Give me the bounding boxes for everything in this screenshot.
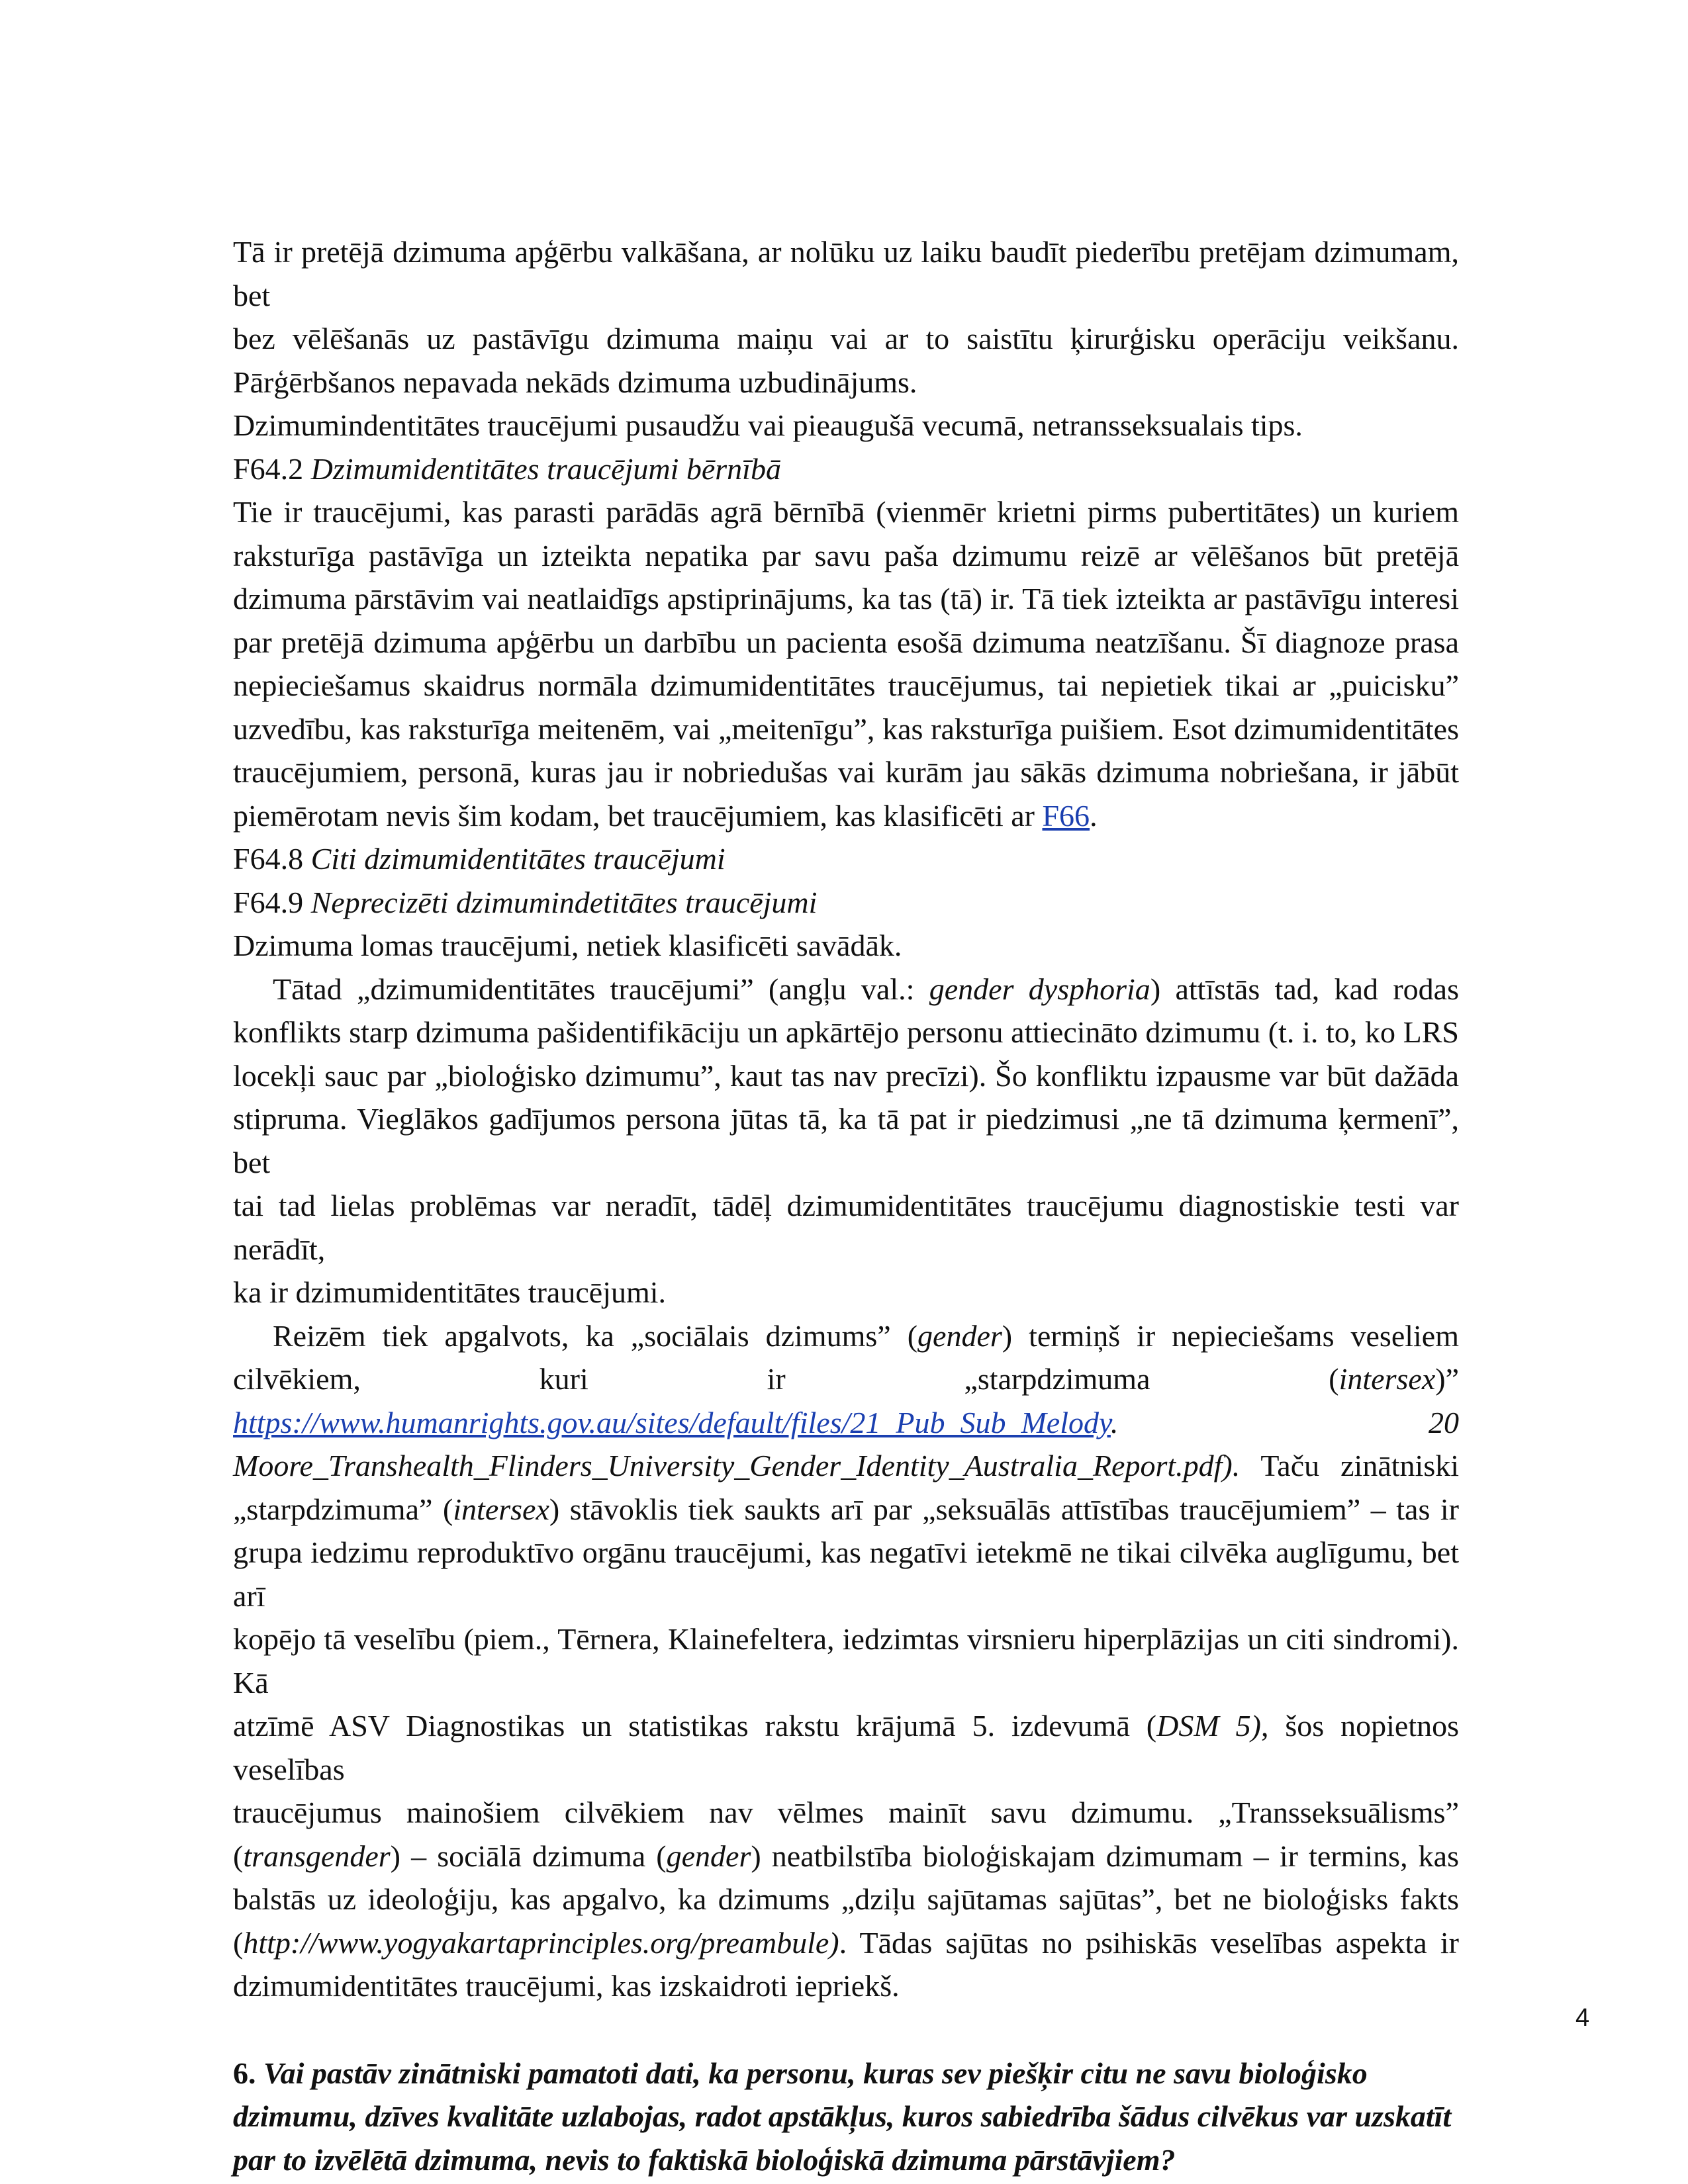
- text-line: raksturīga pastāvīga un izteikta nepatika par savu paša dzimumu reizē ar vēlēšanos būt pretējā: [233, 538, 1459, 572]
- link-f66[interactable]: F66: [1042, 798, 1090, 833]
- text-segment: ) attīstās tad, kad rodas: [1150, 972, 1459, 1006]
- paragraph-gender-dysphoria: [233, 968, 1459, 1314]
- question-text: Vai pastāv zinātniski pamatoti dati, ka personu, kuras sev piešķir citu ne savu bioloģisko: [263, 2056, 1368, 2090]
- document-body: [233, 230, 1459, 2181]
- text-italic: gender: [666, 1839, 751, 1873]
- question-number: 6.: [233, 2056, 256, 2090]
- text-segment: .: [1090, 798, 1098, 833]
- question-line: dzimumu, dzīves kvalitāte uzlabojas, radot apstākļus, kuros sabiedrība šādus cilvēkus var uzskatīt: [233, 2099, 1452, 2133]
- text-segment: ) termiņš ir nepieciešams veseliem: [1002, 1318, 1459, 1353]
- paragraph-transvestism: [233, 230, 1459, 404]
- paragraph-gender-role: Dzimuma lomas traucējumi, netiek klasificēti savādāk.: [233, 929, 902, 962]
- text-line: stipruma. Vieglākos gadījumos persona jūtas tā, ka tā pat ir piedzimusi „ne tā dzimuma ķermenī”, bet: [233, 1102, 1459, 1179]
- code-f64-2: F64.2: [233, 451, 311, 486]
- question-6: [233, 2052, 1459, 2182]
- text-segment: (: [233, 1839, 244, 1873]
- text-line: locekļi sauc par „bioloģisko dzimumu”, kaut tas nav precīzi). Šo konfliktu izpausme var būt dažāda: [233, 1058, 1459, 1093]
- text-line: traucējumiem, personā, kuras jau ir nobriedušas vai kurām jau sākās dzimuma nobriešana, ir jābūt: [233, 755, 1459, 789]
- text-line: konflikts starp dzimuma pašidentifikāciju un apkārtējo personu attiecināto dzimumu (t. i. to, ko LRS: [233, 1015, 1459, 1049]
- paragraph-intersex: [233, 1314, 1459, 2008]
- question-line: [233, 2052, 1459, 2095]
- text-line: [233, 1314, 1459, 1358]
- text-line: ka ir dzimumidentitātes traucējumi.: [233, 1275, 667, 1309]
- text-line: bez vēlēšanās uz pastāvīgu dzimuma maiņu vai ar to saistītu ķirurģisku operāciju veikšanu.: [233, 322, 1459, 355]
- text-segment: „starpdzimuma” (: [233, 1492, 453, 1526]
- text-italic: intersex: [1338, 1362, 1436, 1396]
- title-f64-8: Citi dzimumidentitātes traucējumi: [310, 842, 726, 876]
- title-f64-9: Neprecizēti dzimumindetitātes traucējumi: [310, 885, 818, 919]
- paragraph-adolescent: Dzimumindentitātes traucējumi pusaudžu vai pieaugušā vecumā, netransseksualais tips.: [233, 408, 1303, 442]
- text-italic: gender dysphoria: [929, 972, 1150, 1006]
- text-segment: cilvēkiem, kuri ir „starpdzimuma (: [233, 1362, 1339, 1396]
- text-line: nepieciešamus skaidrus normāla dzimumidentitātes traucējumus, tai nepietiek tikai ar „puicisku”: [233, 668, 1459, 702]
- page-number: 4: [1575, 2004, 1590, 2032]
- text-line: [233, 794, 1459, 838]
- text-segment: atzīmē ASV Diagnostikas un statistikas rakstu krājumā 5. izdevumā (: [233, 1709, 1157, 1743]
- code-f64-9: F64.9: [233, 885, 311, 919]
- text-line: dzimumidentitātes traucējumi, kas izskaidroti iepriekš.: [233, 1969, 900, 2003]
- text-italic: transgender: [243, 1839, 391, 1873]
- text-italic: gender: [917, 1318, 1002, 1353]
- text-line: traucējumus mainošiem cilvēkiem nav vēlmes mainīt savu dzimumu. „Transseksuālisms”: [233, 1796, 1459, 1829]
- text-line: [233, 1835, 1459, 1878]
- text-line: [233, 1488, 1459, 1531]
- text-segment: )”: [1435, 1362, 1459, 1396]
- text-segment: ) stāvoklis tiek saukts arī par „seksuālās attīstības traucējumiem” – tas ir: [549, 1492, 1459, 1526]
- text-segment: Taču zinātniski: [1240, 1449, 1459, 1482]
- text-segment: Reizēm tiek apgalvots, ka „sociālais dzimums” (: [273, 1318, 918, 1353]
- text-line: [233, 1444, 1459, 1488]
- heading-f64-9: [233, 881, 1459, 925]
- text-italic: DSM 5): [1156, 1709, 1261, 1743]
- text-line: [233, 1357, 1459, 1401]
- question-line: par to izvēlētā dzimuma, nevis to faktiskā bioloģiskā dzimuma pārstāvjiem?: [233, 2142, 1176, 2177]
- text-line: balstās uz ideoloģiju, kas apgalvo, ka dzimums „dziļu sajūtamas sajūtas”, bet ne bioloģisks fakts: [233, 1882, 1459, 1916]
- text-italic: . 20: [1110, 1405, 1459, 1439]
- text-line: tai tad lielas problēmas var neradīt, tādēļ dzimumidentitātes traucējumu diagnostiskie testi var nerādīt,: [233, 1189, 1459, 1266]
- text-line: [233, 1921, 1459, 1965]
- text-line: [233, 968, 1459, 1011]
- text-italic: http://www.yogyakartaprinciples.org/preambule): [243, 1925, 839, 1960]
- text-line: [233, 1704, 1459, 1791]
- code-f64-8: F64.8: [233, 842, 311, 876]
- text-line: uzvedību, kas raksturīga meitenēm, vai „meitenīgu”, kas raksturīga puišiem. Esot dzimumidentitātes: [233, 711, 1459, 746]
- text-segment: (: [233, 1925, 244, 1960]
- text-segment: piemērotam nevis šim kodam, bet traucējumiem, kas klasificēti ar: [233, 798, 1043, 833]
- text-segment: . Tādas sajūtas no psihiskās veselības aspekta ir: [839, 1925, 1459, 1960]
- text-italic: intersex: [453, 1492, 549, 1526]
- text-segment: ) – sociālā dzimuma (: [390, 1839, 667, 1873]
- heading-f64-8: [233, 837, 1459, 881]
- text-segment: ) neatbilstība bioloģiskajam dzimumam – ir termins, kas: [751, 1839, 1459, 1873]
- text-line: Tie ir traucējumi, kas parasti parādās agrā bērnībā (vienmēr krietni pirms pubertitātes) un kuriem: [233, 495, 1459, 529]
- title-f64-2: Dzimumidentitātes traucējumi bērnībā: [310, 451, 781, 486]
- text-line: par pretējā dzimuma apģērbu un darbību un pacienta esošā dzimuma neatzīšanu. Šī diagnoze prasa: [233, 625, 1459, 659]
- link-humanrights[interactable]: https://www.humanrights.gov.au/sites/default/files/21_Pub_Sub_Melody: [233, 1405, 1111, 1439]
- text-segment: Tātad „dzimumidentitātes traucējumi” (angļu val.:: [273, 972, 929, 1006]
- text-line: kopējo tā veselību (piem., Tērnera, Klainefeltera, iedzimtas virsnieru hiperplāzijas un citi sindromi). Kā: [233, 1622, 1459, 1700]
- text-line: dzimuma pārstāvim vai neatlaidīgs apstiprinājums, ka tas (tā) ir. Tā tiek izteikta ar pastāvīgu interesi: [233, 582, 1459, 615]
- text-line: grupa iedzimu reproduktīvo orgānu traucējumi, kas negatīvi ietekmē ne tikai cilvēka auglīgumu, bet arī: [233, 1535, 1459, 1613]
- text-line: Tā ir pretējā dzimuma apģērbu valkāšana, ar nolūku uz laiku baudīt piederību pretējam dzimumam, bet: [233, 235, 1459, 312]
- paragraph-childhood: [233, 490, 1459, 837]
- text-italic: Moore_Transhealth_Flinders_University_Gender_Identity_Australia_Report.pdf).: [233, 1449, 1241, 1482]
- heading-f64-2: [233, 447, 1459, 491]
- text-segment: , šos nopietnos veselības: [233, 1709, 1460, 1786]
- text-line: Pārģērbšanos nepavada nekāds dzimuma uzbudinājums.: [233, 365, 917, 399]
- spacer: [233, 2008, 1459, 2052]
- text-line: [233, 1401, 1459, 1445]
